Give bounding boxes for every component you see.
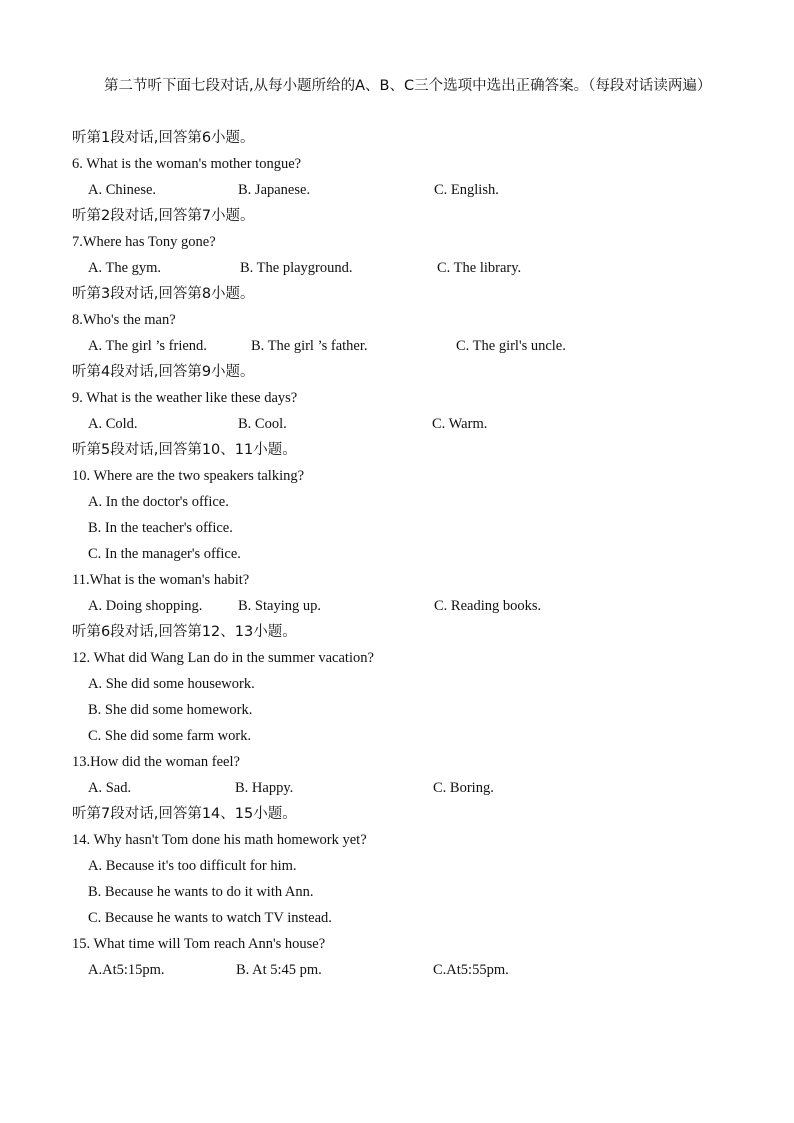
option-c: C. Warm. [432, 416, 488, 432]
option-c: C. She did some farm work. [88, 728, 252, 744]
option-a: A. The girl ’s friend. [88, 338, 207, 354]
option-b: B. In the teacher's office. [88, 520, 233, 536]
question-text: 12. What did Wang Lan do in the summer vacation? [72, 650, 374, 666]
section-intro: 第二节听下面七段对话,从每小题所给的A、B、C三个选项中选出正确答案。（每段对话读两遍） [104, 78, 712, 94]
dialog-heading: 听第5段对话,回答第10、11小题。 [72, 442, 297, 458]
dialog-heading: 听第7段对话,回答第14、15小题。 [72, 806, 297, 822]
dialog-heading: 听第2段对话,回答第7小题。 [72, 208, 255, 224]
option-a: A. In the doctor's office. [88, 494, 229, 510]
dialog-heading: 听第4段对话,回答第9小题。 [72, 364, 255, 380]
option-b: B. Japanese. [238, 182, 311, 198]
question-text: 8.Who's the man? [72, 312, 176, 328]
dialog-heading: 听第3段对话,回答第8小题。 [72, 286, 255, 302]
dialog-heading: 听第1段对话,回答第6小题。 [72, 130, 255, 146]
option-a: A. She did some housework. [88, 676, 255, 692]
option-a: A. Cold. [88, 416, 138, 432]
question-text: 7.Where has Tony gone? [72, 234, 216, 250]
question-text: 15. What time will Tom reach Ann's house? [72, 936, 326, 952]
option-c: C. Reading books. [434, 598, 542, 614]
option-a: A. The gym. [88, 260, 162, 276]
option-c: C. Because he wants to watch TV instead. [88, 910, 332, 926]
option-c: C. The library. [437, 260, 522, 276]
option-c: C. Boring. [433, 780, 494, 796]
option-b: B. Happy. [235, 780, 294, 796]
option-b: B. The playground. [240, 260, 353, 276]
option-b: B. Cool. [238, 416, 287, 432]
option-b: B. Because he wants to do it with Ann. [88, 884, 314, 900]
option-b: B. She did some homework. [88, 702, 253, 718]
option-c: C. In the manager's office. [88, 546, 241, 562]
question-text: 13.How did the woman feel? [72, 754, 240, 770]
option-b: B. Staying up. [238, 598, 321, 614]
option-a: A.At5:15pm. [88, 962, 165, 978]
dialog-heading: 听第6段对话,回答第12、13小题。 [72, 624, 297, 640]
question-text: 6. What is the woman's mother tongue? [72, 156, 302, 172]
option-c: C. The girl's uncle. [456, 338, 566, 354]
option-c: C. English. [434, 182, 499, 198]
option-b: B. The girl ’s father. [251, 338, 368, 354]
option-c: C.At5:55pm. [433, 962, 509, 978]
question-text: 11.What is the woman's habit? [72, 572, 250, 588]
option-a: A. Because it's too difficult for him. [88, 858, 297, 874]
option-a: A. Sad. [88, 780, 132, 796]
question-text: 14. Why hasn't Tom done his math homework yet? [72, 832, 367, 848]
option-b: B. At 5:45 pm. [236, 962, 322, 978]
question-text: 9. What is the weather like these days? [72, 390, 298, 406]
option-a: A. Chinese. [88, 182, 157, 198]
option-a: A. Doing shopping. [88, 598, 203, 614]
question-text: 10. Where are the two speakers talking? [72, 468, 305, 484]
